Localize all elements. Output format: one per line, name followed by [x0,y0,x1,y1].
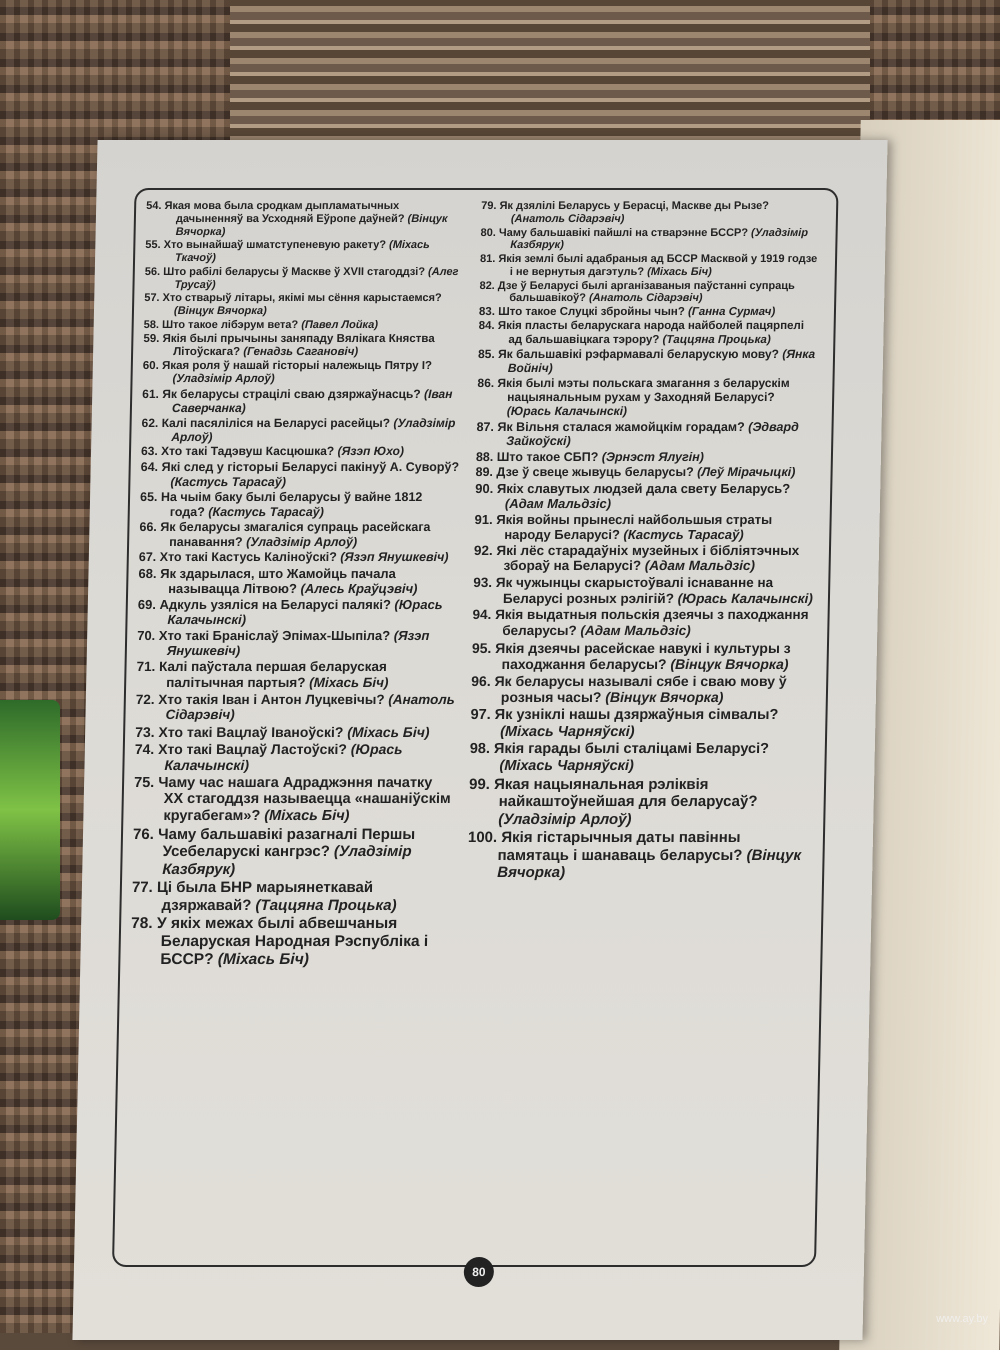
question-text: Калі пасяліліся на Беларусі расейцы? [161,415,391,430]
question-author: (Юрась Калачынскі) [506,403,628,418]
question-item [134,741,455,773]
question-number: 82. [479,279,495,292]
question-author: (Кастусь Тарасаў) [623,526,744,542]
question-item [471,640,812,672]
question-text: Якія пласты беларускага народа найболей пацярпелі ад бальшавіцкага тэрору? [497,320,805,346]
question-text: Хто такі Вацлаў Ластоўскі? [157,741,348,758]
question-number: 95. [471,639,492,656]
question-author: (Алег Трусаў) [174,265,459,291]
question-text: Як здарылася, што Жамойць пачала называцца Літвою? [160,565,397,596]
question-item [473,543,814,574]
question-item [142,360,463,387]
question-author: (Юрась Калачынскі) [167,597,443,628]
question-number: 91. [474,511,493,527]
question-item [136,659,457,690]
question-text: Чаму час нашага Адраджэння пачатку XX стагоддзя называецца «нашанiўскім кругабегам»? [158,774,451,825]
question-number: 100. [467,829,498,847]
question-number: 56. [144,265,161,278]
question-item [467,829,808,881]
question-item [139,520,460,549]
question-text: Дзе ў Беларусі былі арганізаваныя паўстанні супраць бальшавікоў? [497,279,795,305]
question-item [140,460,461,489]
question-author: (Міхась Біч) [347,723,430,740]
question-number: 96. [471,673,491,690]
question-text: Як узніклі нашы дзяржаўныя сімвалы? [494,706,779,723]
question-text: Якая нацыянальная рэліквія найкаштоўнейшая для беларусаў? [493,775,758,811]
question-item [478,348,819,376]
question-item [477,377,818,419]
question-number: 74. [134,741,155,758]
question-text: Хто такі Тадэвуш Касцюшка? [160,444,335,459]
question-number: 61. [142,386,160,401]
question-item [474,512,815,542]
question-author: (Міхась Чарняўскі) [500,723,635,740]
page-frame [112,188,839,1267]
question-item [475,465,815,480]
question-author: (Уладзімір Казбярук) [510,226,809,252]
question-author: (Анатоль Сідарэвіч) [165,691,455,723]
question-author: (Уладзімір Казбярук) [162,843,412,878]
question-number: 60. [142,360,159,373]
question-item [472,607,813,638]
question-author: (Іван Саверчанка) [171,386,453,415]
question-number: 59. [143,332,160,345]
question-author: (Міхась Біч) [264,808,350,825]
question-number: 84. [478,320,495,333]
question-text: Што такое лібэрум вета? [161,318,299,331]
question-text: Што рабілі беларусы ў Маскве ў XVII стагоддзі? [163,265,426,278]
question-number: 90. [475,480,494,496]
question-item [138,566,459,596]
question-author: (Янка Войніч) [507,346,816,375]
question-text: Які лёс старадаўніх музейных і бібліятэчных збораў на Беларусі? [496,542,800,574]
question-item [470,707,811,741]
question-number: 76. [132,826,155,844]
page-number: 80 [464,1257,495,1287]
question-text: Ці была БНР марыянеткавай дзяржавай? [156,879,374,914]
question-author: (Эдвард Зайкоўскі) [506,419,799,449]
question-author: (Леў Мірачыцкі) [697,465,796,480]
question-text: Як дзялілі Беларусь у Берасці, Маскве ды Рызе? [499,200,770,212]
question-item [140,490,461,519]
question-number: 58. [143,318,160,331]
question-item [145,239,466,265]
question-number: 72. [135,691,155,707]
question-author: (Юрась Калачынскі) [677,590,813,606]
green-book-spine [0,700,60,920]
question-text: Хто такія Іван і Антон Луцкевічы? [158,691,385,707]
question-item [478,320,819,347]
question-author: (Адам Мальдзіс) [580,623,691,639]
question-text: Якія гістарычныя даты павінны памятаць і шанаваць беларусы? [497,829,743,864]
question-number: 64. [140,460,159,475]
question-item [473,575,814,606]
question-text: Якія былі прычыны заняпаду Вялікага Княства Літоўскага? [162,332,435,358]
question-text: Хто вынайшаў шматступеневую ракету? [163,239,387,252]
question-item [144,319,464,332]
question-number: 62. [141,415,159,430]
question-number: 57. [144,292,160,305]
question-number: 85. [477,346,495,361]
question-text: Чаму бальшавікі пайшлі на стварэнне БССР? [498,226,749,239]
question-number: 94. [472,607,492,623]
question-author: (Міхась Біч) [309,674,389,690]
question-author: (Эрнэст Ялугін) [601,449,705,464]
question-text: Хто стварыў літары, якімі мы сёння карыстаемся? [162,292,442,305]
question-text: Якія выдатныя польскія дзеячы з паходжання беларусы? [495,607,809,639]
question-number: 80. [480,226,497,239]
question-text: Якія былі мэты польскага змагання з беларускім нацыянальным рухам у Заходняй Беларусі? [497,375,790,404]
question-author: (Ганна Сурмач) [687,306,776,318]
question-item [137,597,458,627]
watermark: www.ay.by [936,1313,988,1325]
question-author: (Анатоль Сідарэвіч) [588,292,703,305]
question-text: Якая роля ў нашай гісторыі належыць Пятру I? [161,360,433,373]
question-author: (Таццяна Процька) [662,333,771,346]
question-author: (Міхась Біч) [647,265,712,278]
question-item [131,879,452,914]
question-author: (Генадзь Сагановіч) [243,345,359,358]
question-text: Як беларусы называлі сябе і сваю мову ў розныя часы? [494,673,787,706]
question-author: (Алесь Краўцэвіч) [300,580,418,596]
question-author: (Анатоль Сідарэвіч) [510,212,625,225]
question-text: Якія землі былі адабраныя ад БССР Масквой у 1919 годзе і не вернутыя дагэтуль? [498,253,818,278]
question-item [141,445,461,459]
question-author: (Адам Мальдзіс) [644,558,756,574]
question-item [475,481,816,511]
question-text: У якіх межах былі абвешчаныя Беларуская Народная Рэспубліка і БССР? [156,915,429,968]
question-author: (Уладзімір Арлоў) [246,534,358,549]
question-text: Хто такі Кастусь Каліноўскі? [159,550,338,565]
question-text: Як беларусы змагаліся супраць расейскага панавання? [160,520,431,549]
question-number: 73. [135,723,155,740]
question-item [130,915,451,969]
question-text: Што такое СБП? [496,449,599,464]
carpet-pattern [230,0,870,150]
question-number: 86. [477,375,495,390]
question-item [139,550,459,565]
question-text: Хто такі Вацлаў Іваноўскі? [158,723,344,740]
question-author: (Міхась Чарняўскі) [499,758,635,775]
question-author: (Міхась Ткачоў) [174,239,430,264]
question-text: Як Вільня сталася жамойцкім горадам? [497,419,745,434]
question-item [135,692,456,723]
question-item [141,417,462,445]
question-item [132,826,453,878]
question-item [479,306,819,319]
question-author: (Кастусь Тарасаў) [208,504,325,519]
question-number: 75. [133,774,155,791]
question-author: (Язэп Янушкевіч) [166,628,430,659]
left-question-column [130,200,466,970]
question-text: Калі паўстала першая беларуская палітычная партыя? [158,659,387,690]
question-author: (Язэп Юхо) [337,444,405,459]
question-item [143,333,464,360]
right-question-column [467,200,821,882]
question-author: (Юрась Калачынскі) [164,741,403,774]
question-item [480,227,821,253]
question-author: (Павел Лойка) [301,318,379,331]
question-item [146,200,467,238]
question-text: На чыім баку былі беларусы ў вайне 1812 года? [160,490,423,519]
question-item [468,776,809,828]
question-number: 70. [137,628,156,644]
question-number: 83. [478,306,496,318]
question-author: (Уладзімір Арлоў) [171,415,456,444]
question-number: 68. [138,565,157,581]
question-text: Якія дзеячы расейскае навукі і культуры з паходжання беларусы? [495,639,791,672]
question-item [144,266,465,292]
question-author: (Адам Мальдзіс) [504,495,612,511]
question-text: Якія гарады былі сталіцамі Беларусі? [493,741,770,758]
question-item [135,724,455,740]
question-item [476,420,817,449]
question-item [479,280,820,306]
question-text: Чаму бальшавікі разагналі Першы Усебеларускі кангрэс? [157,826,416,861]
question-author: (Кастусь Тарасаў) [170,474,287,489]
question-item [471,673,812,705]
question-number: 92. [473,542,493,558]
question-text: Што такое Слуцкі збройны чын? [498,306,685,318]
question-number: 78. [130,915,153,933]
question-text: Якія войны прынеслі найбольшыя страты народу Беларусі? [496,511,773,542]
question-item [133,775,454,825]
question-number: 87. [476,419,495,434]
question-author: (Вінцук Вячорка) [670,656,789,672]
question-item [476,450,816,465]
question-author: (Таццяна Процька) [255,896,397,914]
question-number: 66. [139,520,157,535]
question-number: 67. [138,550,157,565]
question-number: 89. [475,465,494,480]
question-number: 99. [468,775,491,793]
question-text: Адкуль узяліся на Беларусі палякі? [159,597,392,612]
question-number: 97. [470,706,491,723]
question-item [144,292,465,318]
question-author: (Вінцук Вячорка) [497,846,802,881]
question-text: Як чужынцы скарыстоўвалі існаванне на Беларусі розных рэлігій? [495,575,774,606]
question-number: 55. [145,239,161,252]
question-author: (Вінцук Вячорка) [173,305,267,317]
question-number: 88. [475,449,494,464]
question-number: 54. [146,200,162,212]
question-number: 98. [469,741,491,758]
question-item [480,253,821,279]
question-item [469,741,810,775]
question-author: (Вінцук Вячорка) [175,212,448,238]
question-author: (Язэп Янушкевіч) [340,550,449,565]
question-number: 93. [473,575,493,591]
question-item [481,200,822,226]
question-number: 69. [137,597,157,612]
question-number: 63. [140,444,158,459]
question-number: 77. [131,879,153,897]
question-author: (Вінцук Вячорка) [605,689,724,706]
question-number: 79. [481,200,497,212]
book-page [72,140,887,1340]
question-item [137,628,458,658]
question-number: 65. [139,490,158,505]
question-text: Якая мова была сродкам дыпламатычных дачыненняў ва Усходняй Еўропе даўней? [164,200,405,225]
question-text: Якіх славутых людзей дала свету Беларусь? [496,480,791,496]
question-text: Які след у гісторыі Беларусі пакінуў А. Суворў? [161,460,460,475]
question-item [142,388,463,416]
question-text: Дзе ў свеце жывуць беларусы? [496,465,694,480]
question-author: (Уладзімір Арлоў) [498,810,632,828]
question-author: (Уладзімір Арлоў) [172,373,275,386]
question-author: (Міхась Біч) [217,950,310,968]
question-number: 71. [136,659,156,675]
question-text: Хто такі Браніслаў Эпімах-Шыпіла? [158,628,391,644]
question-text: Як беларусы страцілі сваю дзяржаўнасць? [162,386,421,401]
question-text: Як бальшавікі рэфармавалі беларускую мову? [497,346,780,361]
question-number: 81. [479,253,496,265]
